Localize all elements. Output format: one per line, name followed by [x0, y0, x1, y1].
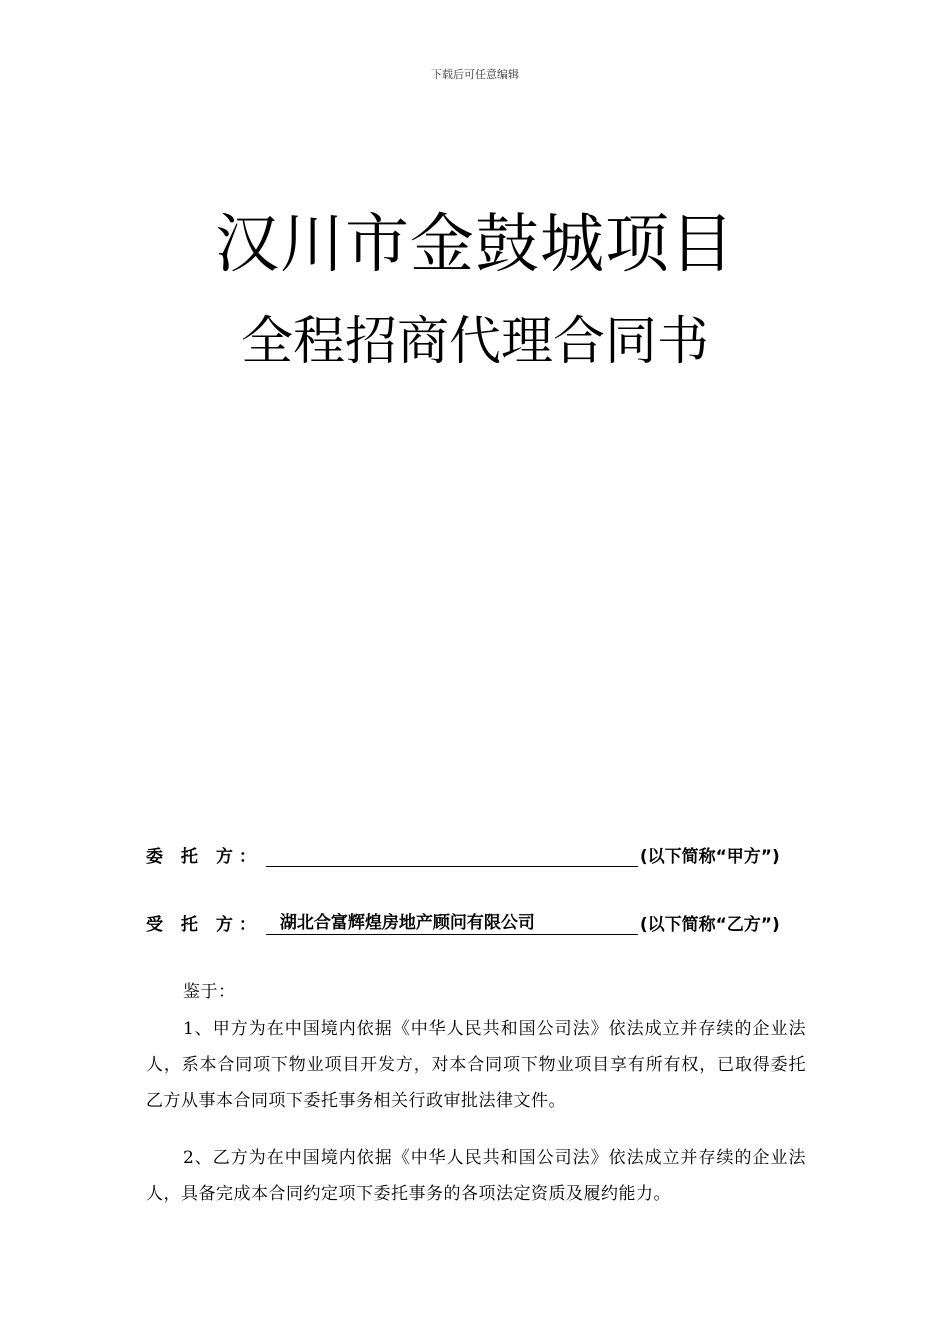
client-suffix: (以下简称“甲方”)	[639, 847, 780, 867]
agent-value: 湖北合富辉煌房地产顾问有限公司	[279, 913, 535, 933]
agent-suffix: (以下简称“乙方”)	[639, 915, 780, 935]
client-party-row	[146, 842, 780, 867]
whereas-heading: 鉴于：	[183, 982, 236, 1002]
client-label: 委 托 方：	[146, 847, 262, 867]
clause-1: 1、甲方为在中国境内依据《中华人民共和国公司法》依法成立并存续的企业法人，系本合同项下物业项目开发方，对本合同项下物业项目享有所有权，已取得委托乙方从事本合同项下委托事务相关行政审批法律文件。	[146, 1019, 806, 1111]
clause-2: 2、乙方为在中国境内依据《中华人民共和国公司法》依法成立并存续的企业法人，具备完成本合同约定项下委托事务的各项法定资质及履约能力。	[146, 1148, 806, 1204]
agent-party-row	[146, 910, 780, 935]
page-header-note: 下载后可任意编辑	[431, 68, 519, 81]
document-title: 汉川市金鼓城项目	[215, 208, 735, 282]
document-subtitle: 全程招商代理合同书	[240, 312, 709, 372]
client-blank-line	[266, 846, 638, 867]
agent-blank-line	[266, 914, 638, 935]
agent-label: 受 托 方：	[146, 915, 262, 935]
